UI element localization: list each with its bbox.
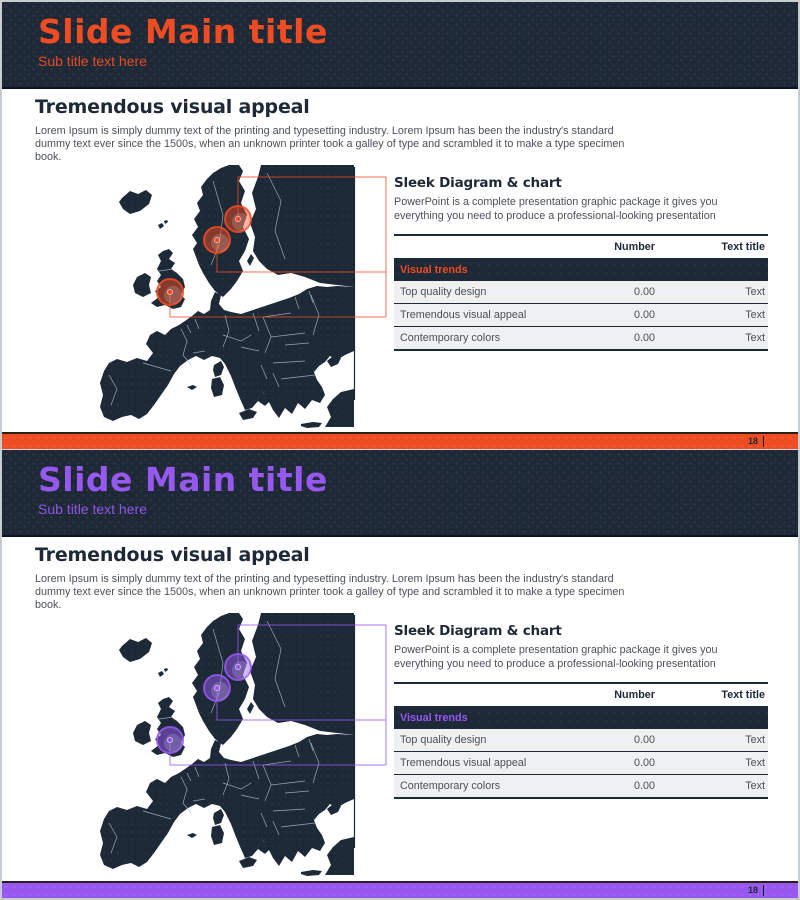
- table-section-row: [394, 259, 768, 281]
- row-label: Tremendous visual appeal: [394, 752, 540, 775]
- row-number: 0.00: [540, 752, 658, 775]
- page-number-tick: [763, 885, 764, 896]
- slide-2[interactable]: [2, 450, 798, 898]
- row-text: Text: [658, 304, 768, 327]
- row-number: 0.00: [540, 281, 658, 304]
- map-marker-sweden: [225, 206, 251, 232]
- data-table: [394, 234, 768, 351]
- slide-title: Slide Main title: [38, 12, 328, 51]
- table-row: [394, 729, 768, 752]
- row-number: 0.00: [540, 327, 658, 351]
- data-table: [394, 682, 768, 799]
- row-text: Text: [658, 775, 768, 799]
- row-text: Text: [658, 327, 768, 351]
- column-header-blank: [394, 683, 540, 707]
- row-label: Top quality design: [394, 281, 540, 304]
- slide-header: [2, 450, 798, 537]
- body-paragraph: Lorem Ipsum is simply dummy text of the printing and typesetting industry. Lorem Ipsum has been the industry's standard dummy text ever since the 1500s, when an unknown printer took a galley of type and scrambled it to make a type specimen book.: [35, 573, 625, 611]
- map-marker-uk: [157, 279, 183, 305]
- body-heading: Tremendous visual appeal: [35, 96, 310, 118]
- row-label: Contemporary colors: [394, 327, 540, 351]
- row-text: Text: [658, 281, 768, 304]
- page-number: 18: [747, 436, 758, 446]
- panel-paragraph: PowerPoint is a complete presentation graphic package it gives you everything you need to produce a professional-looking presentation: [394, 644, 718, 670]
- section-label: Visual trends: [394, 707, 768, 729]
- slide-title: Slide Main title: [38, 460, 328, 499]
- europe-map: [95, 165, 395, 431]
- panel-heading: Sleek Diagram & chart: [394, 623, 562, 639]
- slide-footer: [2, 432, 798, 449]
- right-panel: [394, 175, 768, 351]
- europe-map: [95, 613, 395, 879]
- row-number: 0.00: [540, 729, 658, 752]
- page-number: 18: [747, 885, 758, 895]
- row-text: Text: [658, 729, 768, 752]
- column-header-number: Number: [540, 683, 658, 707]
- table-section-row: [394, 707, 768, 729]
- slide-footer: [2, 881, 798, 898]
- panel-paragraph: PowerPoint is a complete presentation graphic package it gives you everything you need to produce a professional-looking presentation: [394, 196, 718, 222]
- row-label: Top quality design: [394, 729, 540, 752]
- slide-header: [2, 2, 798, 89]
- table-row: [394, 752, 768, 775]
- table-row: [394, 281, 768, 304]
- page-number-tick: [763, 436, 764, 447]
- table-header-row: [394, 235, 768, 259]
- row-number: 0.00: [540, 775, 658, 799]
- row-label: Tremendous visual appeal: [394, 304, 540, 327]
- slide-1[interactable]: [2, 2, 798, 450]
- body-heading: Tremendous visual appeal: [35, 544, 310, 566]
- body-paragraph: Lorem Ipsum is simply dummy text of the printing and typesetting industry. Lorem Ipsum has been the industry's standard dummy text ever since the 1500s, when an unknown printer took a galley of type and scrambled it to make a type specimen book.: [35, 125, 625, 163]
- map-marker-norway: [204, 227, 230, 253]
- map-marker-norway: [204, 675, 230, 701]
- slide-body: [2, 537, 798, 881]
- table-row: [394, 304, 768, 327]
- row-label: Contemporary colors: [394, 775, 540, 799]
- panel-heading: Sleek Diagram & chart: [394, 175, 562, 191]
- map-marker-uk: [157, 727, 183, 753]
- column-header-number: Number: [540, 235, 658, 259]
- table-row: [394, 775, 768, 799]
- column-header-text-title: Text title: [658, 683, 768, 707]
- section-label: Visual trends: [394, 259, 768, 281]
- column-header-blank: [394, 235, 540, 259]
- map-marker-sweden: [225, 654, 251, 680]
- slide-subtitle: Sub title text here: [38, 53, 147, 69]
- table-row: [394, 327, 768, 351]
- slide-body: [2, 89, 798, 433]
- row-text: Text: [658, 752, 768, 775]
- column-header-text-title: Text title: [658, 235, 768, 259]
- table-header-row: [394, 683, 768, 707]
- slide-subtitle: Sub title text here: [38, 501, 147, 517]
- right-panel: [394, 623, 768, 799]
- row-number: 0.00: [540, 304, 658, 327]
